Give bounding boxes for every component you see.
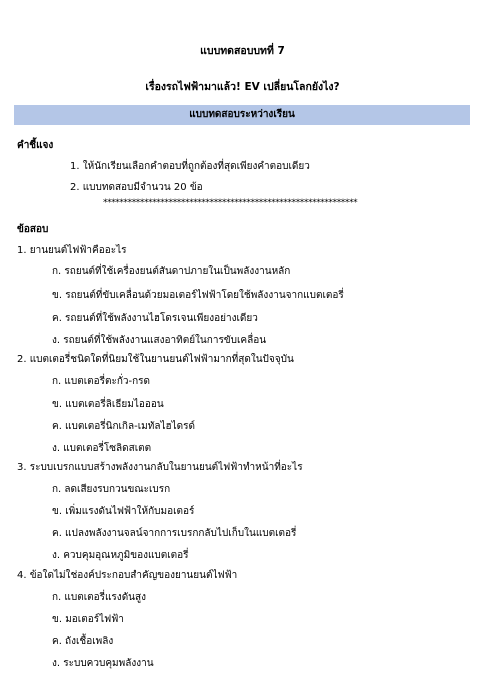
answer-option: ง. ควบคุมอุณหภูมิของแบตเตอรี่ xyxy=(52,550,189,561)
answer-option: ค. แปลงพลังงานจลน์จากการเบรกกลับไปเก็บในแบตเตอรี่ xyxy=(52,528,297,539)
document-title: แบบทดสอบบทที่ 7 xyxy=(200,45,285,57)
answer-option: ข. มอเตอร์ไฟฟ้า xyxy=(52,614,124,625)
question-text: 4. ข้อใดไม่ใช่องค์ประกอบสำคัญของยานยนต์ไฟฟ้า xyxy=(17,570,238,581)
separator-line: ************************************************************** xyxy=(103,198,358,208)
test-heading: ข้อสอบ xyxy=(17,224,49,235)
answer-option: ค. แบตเตอรี่นิกเกิล-เมทัลไฮไดรด์ xyxy=(52,421,195,432)
section-band: แบบทดสอบระหว่างเรียน xyxy=(14,105,470,125)
answer-option: ค. ถังเชื้อเพลิง xyxy=(52,636,114,647)
answer-option: ก. รถยนต์ที่ใช้เครื่องยนต์สันดาปภายในเป็นพลังงานหลัก xyxy=(52,266,291,277)
answer-option: ก. แบตเตอรี่ตะกั่ว-กรด xyxy=(52,376,151,387)
answer-option: ข. แบตเตอรี่ลิเธียมไอออน xyxy=(52,399,164,410)
question-text: 3. ระบบเบรกแบบสร้างพลังงานกลับในยานยนต์ไฟฟ้าทำหน้าที่อะไร xyxy=(17,462,303,473)
instructions-heading: คำชี้แจง xyxy=(17,140,54,151)
document-subtitle: เรื่องรถไฟฟ้ามาแล้ว! EV เปลี่ยนโลกยังไง? xyxy=(145,81,340,93)
answer-option: ค. รถยนต์ที่ใช้พลังงานไฮโดรเจนเพียงอย่างเดียว xyxy=(52,313,258,324)
instruction-item: 1. ให้นักเรียนเลือกคำตอบที่ถูกต้องที่สุดเพียงคำตอบเดียว xyxy=(70,161,310,172)
question-text: 1. ยานยนต์ไฟฟ้าคืออะไร xyxy=(17,245,127,256)
instruction-item: 2. แบบทดสอบมีจำนวน 20 ข้อ xyxy=(70,182,203,193)
question-text: 2. แบตเตอรี่ชนิดใดที่นิยมใช้ในยานยนต์ไฟฟ้ามากที่สุดในปัจจุบัน xyxy=(17,354,294,365)
answer-option: ก. แบตเตอรี่แรงดันสูง xyxy=(52,592,147,603)
answer-option: ก. ลดเสียงรบกวนขณะเบรก xyxy=(52,484,171,495)
answer-option: ง. แบตเตอรี่โซลิดสเตต xyxy=(52,443,152,454)
answer-option: ข. เพิ่มแรงดันไฟฟ้าให้กับมอเตอร์ xyxy=(52,506,195,517)
answer-option: ข. รถยนต์ที่ขับเคลื่อนด้วยมอเตอร์ไฟฟ้าโดยใช้พลังงานจากแบตเตอรี่ xyxy=(52,290,344,301)
answer-option: ง. ระบบควบคุมพลังงาน xyxy=(52,658,154,669)
answer-option: ง. รถยนต์ที่ใช้พลังงานแสงอาทิตย์ในการขับเคลื่อน xyxy=(52,335,267,346)
